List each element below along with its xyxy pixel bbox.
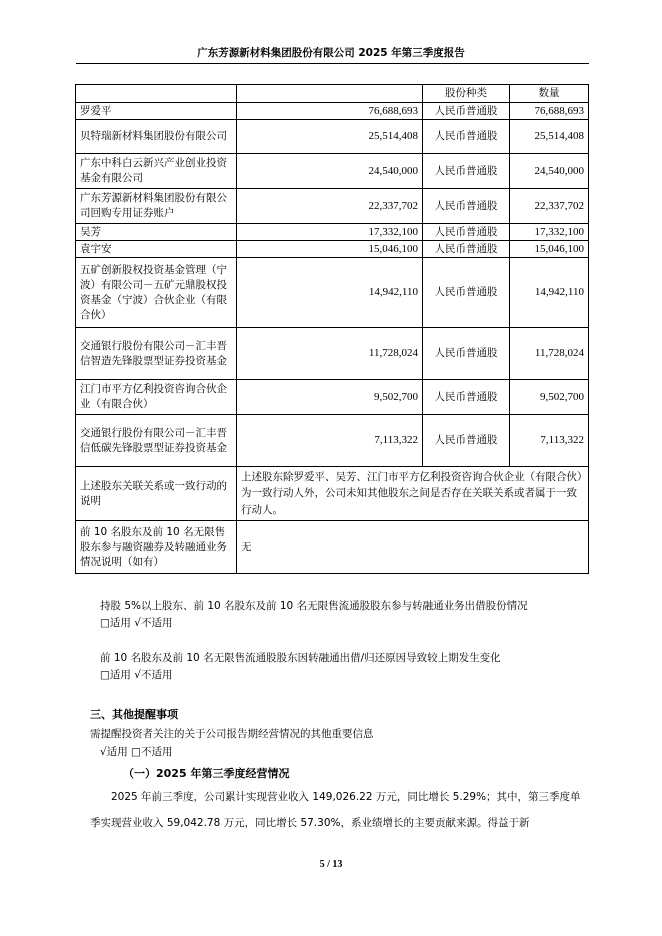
header-quantity: 数量 [510, 85, 589, 103]
header-cell-blank-2 [237, 85, 423, 103]
section-statement: 需提醒投资者关注的关于公司报告期经营情况的其他重要信息 [90, 728, 374, 740]
shareholder-table-wrapper [75, 84, 588, 574]
share-type: 人民币普通股 [423, 103, 510, 120]
change-statement: 前 10 名股东及前 10 名无限售流通股股东因转融通出借/归还原因导致较上期发生变化 [100, 652, 501, 664]
shares-held: 11,728,024 [237, 328, 423, 380]
share-quantity: 25,514,408 [510, 120, 589, 154]
lending-options: □适用 √不适用 [100, 617, 173, 629]
share-quantity: 7,113,322 [510, 415, 589, 467]
shareholder-name: 罗爱平 [76, 103, 237, 120]
shares-held: 25,514,408 [237, 120, 423, 154]
shares-held: 76,688,693 [237, 103, 423, 120]
table-row [76, 380, 589, 415]
share-quantity: 9,502,700 [510, 380, 589, 415]
section-options: √适用 □不适用 [100, 746, 173, 758]
subsection-title: （一）2025 年第三季度经营情况 [123, 767, 290, 780]
shares-held: 24,540,000 [237, 154, 423, 189]
shareholder-name: 广东中科白云新兴产业创业投资基金有限公司 [76, 154, 237, 189]
share-type: 人民币普通股 [423, 415, 510, 467]
share-quantity: 22,337,702 [510, 189, 589, 224]
shareholder-name: 吴芳 [76, 224, 237, 241]
shareholder-name: 江门市平方亿利投资咨询合伙企业（有限合伙） [76, 380, 237, 415]
relation-description: 上述股东除罗爱平、吴芳、江门市平方亿利投资咨询合伙企业（有限合伙）为一致行动人外，公司未知其他股东之间是否存在关联关系或者属于一致行动人。 [237, 467, 589, 521]
shares-held: 22,337,702 [237, 189, 423, 224]
shareholder-name: 交通银行股份有限公司－汇丰晋信低碳先锋股票型证券投资基金 [76, 415, 237, 467]
margin-row [76, 521, 589, 574]
shares-held: 17,332,100 [237, 224, 423, 241]
shares-held: 14,942,110 [237, 258, 423, 328]
section-title: 三、其他提醒事项 [90, 708, 178, 721]
margin-label: 前 10 名股东及前 10 名无限售股东参与融资融券及转融通业务情况说明（如有） [76, 521, 237, 574]
share-type: 人民币普通股 [423, 241, 510, 258]
share-quantity: 17,332,100 [510, 224, 589, 241]
change-options: □适用 √不适用 [100, 669, 173, 681]
table-row [76, 189, 589, 224]
page-number: 5 / 13 [319, 859, 343, 870]
shareholder-table [75, 84, 589, 574]
shareholder-name: 贝特瑞新材料集团股份有限公司 [76, 120, 237, 154]
table-row [76, 120, 589, 154]
share-quantity: 24,540,000 [510, 154, 589, 189]
share-type: 人民币普通股 [423, 154, 510, 189]
shares-held: 7,113,322 [237, 415, 423, 467]
header-rule [76, 63, 589, 64]
table-row [76, 154, 589, 189]
share-quantity: 14,942,110 [510, 258, 589, 328]
table-row [76, 103, 589, 120]
share-type: 人民币普通股 [423, 189, 510, 224]
shareholder-name: 交通银行股份有限公司－汇丰晋信智造先锋股票型证券投资基金 [76, 328, 237, 380]
share-type: 人民币普通股 [423, 380, 510, 415]
shareholder-name: 袁宇安 [76, 241, 237, 258]
share-type: 人民币普通股 [423, 258, 510, 328]
shareholder-name: 五矿创新股权投资基金管理（宁波）有限公司－五矿元鼎股权投资基金（宁波）合伙企业（有限合伙） [76, 258, 237, 328]
share-quantity: 11,728,024 [510, 328, 589, 380]
relation-row [76, 467, 589, 521]
lending-statement: 持股 5%以上股东、前 10 名股东及前 10 名无限售流通股股东参与转融通业务出借股份情况 [100, 600, 528, 612]
shares-held: 9,502,700 [237, 380, 423, 415]
share-quantity: 76,688,693 [510, 103, 589, 120]
table-row [76, 328, 589, 380]
margin-description: 无 [237, 521, 589, 574]
table-header-row [76, 85, 589, 103]
share-quantity: 15,046,100 [510, 241, 589, 258]
table-row [76, 241, 589, 258]
share-type: 人民币普通股 [423, 328, 510, 380]
operations-paragraph: 2025 年前三季度，公司累计实现营业收入 149,026.22 万元，同比增长 5.29%；其中，第三季度单季实现营业收入 59,042.78 万元，同比增长 57.30%，系业绩增长的主要贡献来源。得益于新 [90, 791, 581, 829]
share-type: 人民币普通股 [423, 120, 510, 154]
table-row [76, 258, 589, 328]
table-row [76, 415, 589, 467]
shares-held: 15,046,100 [237, 241, 423, 258]
table-row [76, 224, 589, 241]
header-cell-blank-1 [76, 85, 237, 103]
page-header: 广东芳源新材料集团股份有限公司 2025 年第三季度报告 [197, 47, 465, 59]
shareholder-name: 广东芳源新材料集团股份有限公司回购专用证券账户 [76, 189, 237, 224]
header-share-type: 股份种类 [423, 85, 510, 103]
relation-label: 上述股东关联关系或一致行动的说明 [76, 467, 237, 521]
share-type: 人民币普通股 [423, 224, 510, 241]
